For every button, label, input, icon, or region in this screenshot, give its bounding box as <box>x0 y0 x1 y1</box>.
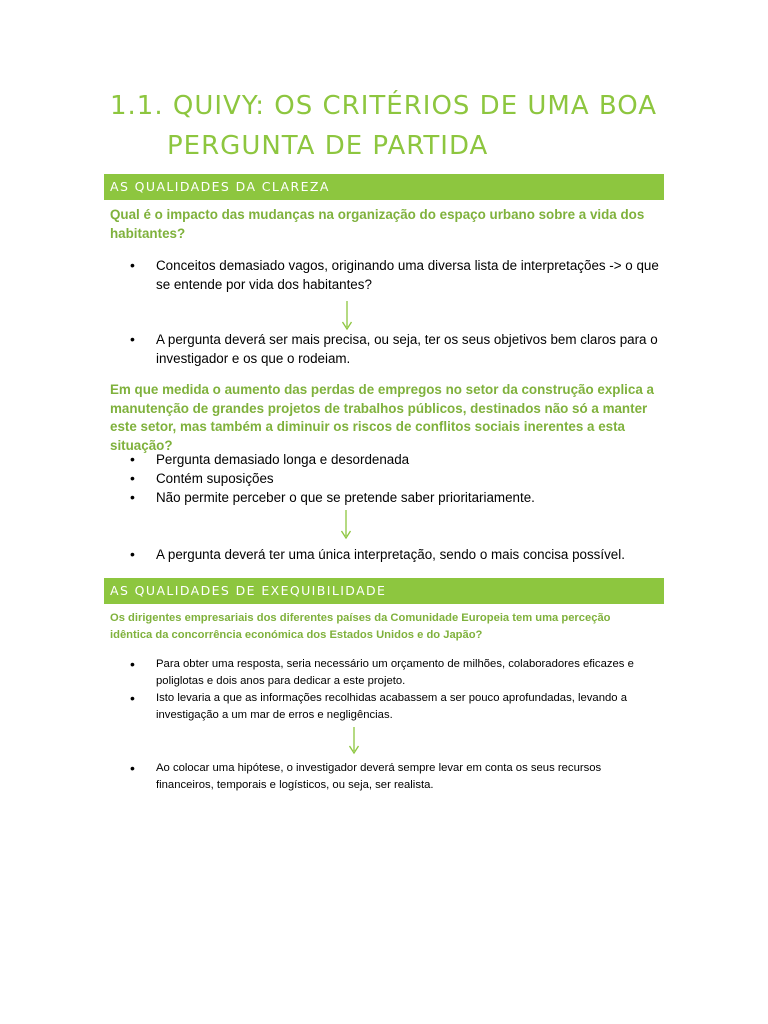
question-1: Qual é o impacto das mudanças na organização do espaço urbano sobre a vida dos habitantes? <box>110 207 645 241</box>
question-1-conclusion-list <box>130 330 660 368</box>
page-title-line1: 1.1. QUIVY: OS CRITÉRIOS DE UMA BOA <box>110 91 658 121</box>
section-heading-exequibilidade: AS QUALIDADES DE EXEQUIBILIDADE <box>104 578 664 604</box>
list-item: • Contém suposições <box>130 469 660 488</box>
question-2-bullets <box>130 450 660 507</box>
question-3-conclusion-list <box>130 760 660 794</box>
question-1-bullets <box>130 256 660 294</box>
list-item: • Isto levaria a que as informações recolhidas acabassem a ser pouco aprofundadas, levando a investigação a um mar de erros e negligências. <box>130 690 660 724</box>
conclusion-item: • A pergunta deverá ser mais precisa, ou seja, ter os seus objetivos bem claros para o investigador e os que o rodeiam. <box>130 330 660 368</box>
arrow-down-icon <box>340 510 352 540</box>
conclusion-item: • Ao colocar uma hipótese, o investigador deverá sempre levar em conta os seus recursos financeiros, temporais e logísticos, ou seja, ser realista. <box>130 760 660 794</box>
conclusion-item: • A pergunta deverá ter uma única interpretação, sendo o mais concisa possível. <box>130 545 660 564</box>
page-title <box>110 86 670 166</box>
arrow-down-icon <box>341 301 353 331</box>
list-item: • Para obter uma resposta, seria necessário um orçamento de milhões, colaboradores eficazes e poliglotas e dois anos para dedicar a este projeto. <box>130 656 660 690</box>
question-2-conclusion-list <box>130 545 660 564</box>
section-heading-clareza: AS QUALIDADES DA CLAREZA <box>104 174 664 200</box>
question-3: Os dirigentes empresariais dos diferentes países da Comunidade Europeia tem uma perceção idêntica da concorrência económica dos Estados Unidos e do Japão? <box>110 612 611 641</box>
list-item: • Pergunta demasiado longa e desordenada <box>130 450 660 469</box>
list-item: • Conceitos demasiado vagos, originando uma diversa lista de interpretações -> o que se entende por vida dos habitantes? <box>130 256 660 294</box>
question-3-bullets <box>130 656 660 724</box>
list-item: • Não permite perceber o que se pretende saber prioritariamente. <box>130 488 660 507</box>
question-2: Em que medida o aumento das perdas de empregos no setor da construção explica a manutenção de grandes projetos de trabalhos públicos, destinados não só a manter este setor, mas também a diminuir os riscos de conflitos sociais inerentes a esta situação? <box>110 382 654 454</box>
page-title-line2: PERGUNTA DE PARTIDA <box>167 131 489 161</box>
arrow-down-icon <box>348 727 360 755</box>
